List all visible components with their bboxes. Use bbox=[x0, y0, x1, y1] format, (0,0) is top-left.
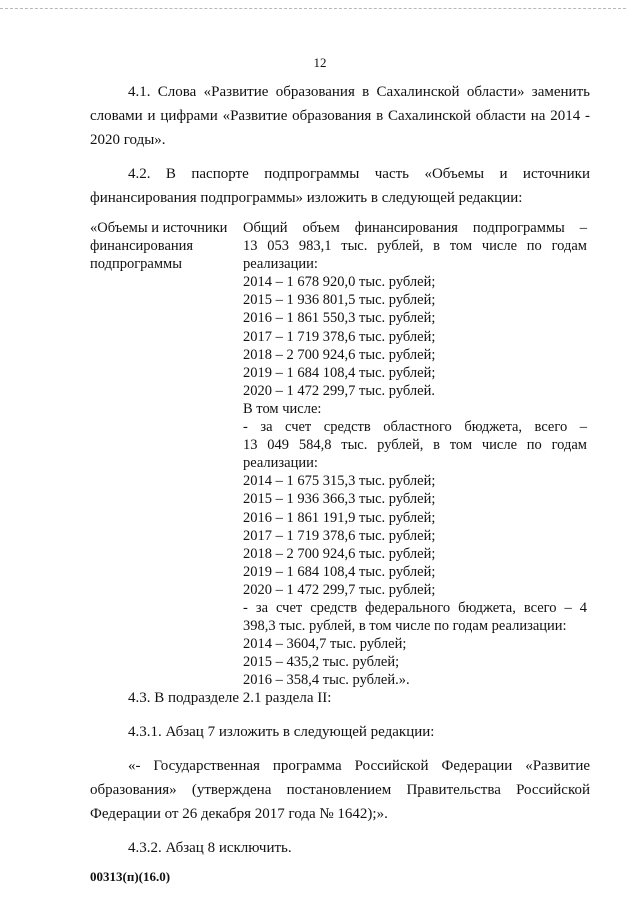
funding-line: - за счет средств федерального бюджета, всего – 4 bbox=[243, 599, 587, 616]
funding-line: - за счет средств областного бюджета, всего – bbox=[243, 419, 587, 436]
paragraph-4-2: 4.2. В паспорте подпрограммы часть «Объемы и источники финансирования подпрограммы» изложить в следующей редакции: bbox=[90, 166, 590, 206]
funding-line: 2020 – 1 472 299,7 тыс. рублей. bbox=[243, 382, 435, 399]
funding-line: 2017 – 1 719 378,6 тыс. рублей; bbox=[243, 527, 436, 544]
passport-content-cell bbox=[243, 219, 587, 689]
top-paragraphs bbox=[90, 80, 590, 210]
paragraph-4-3-2: 4.3.2. Абзац 8 исключить. bbox=[128, 840, 292, 856]
bottom-paragraphs bbox=[90, 686, 590, 860]
funding-line: 2016 – 1 861 191,9 тыс. рублей; bbox=[243, 509, 436, 526]
funding-line: 2015 – 1 936 366,3 тыс. рублей; bbox=[243, 491, 436, 508]
funding-line: 2018 – 2 700 924,6 тыс. рублей; bbox=[243, 346, 436, 363]
paragraph-quote: «- Государственная программа Российской Федерации «Развитие образования» (утверждена постановлением Правительства Российской Федерации от 26 декабря 2017 года № 1642);». bbox=[90, 758, 590, 822]
funding-line: 2020 – 1 472 299,7 тыс. рублей; bbox=[243, 581, 436, 598]
funding-line: 2019 – 1 684 108,4 тыс. рублей; bbox=[243, 364, 436, 381]
funding-line: 13 049 584,8 тыс. рублей, в том числе по годам bbox=[243, 437, 587, 454]
passport-label-cell bbox=[90, 219, 240, 273]
funding-line: 2015 – 435,2 тыс. рублей; bbox=[243, 654, 400, 671]
funding-line: реализации: bbox=[243, 455, 318, 472]
funding-line: 2016 – 1 861 550,3 тыс. рублей; bbox=[243, 310, 436, 327]
scan-edge-line bbox=[0, 8, 626, 9]
funding-line: 2014 – 1 675 315,3 тыс. рублей; bbox=[243, 473, 436, 490]
paragraph-4-1: 4.1. Слова «Развитие образования в Сахалинской области» заменить словами и цифрами «Развитие образования в Сахалинской области на 2014 - 2020 годы». bbox=[90, 84, 590, 148]
funding-line: 2015 – 1 936 801,5 тыс. рублей; bbox=[243, 292, 436, 309]
funding-line: 398,3 тыс. рублей, в том числе по годам реализации: bbox=[243, 618, 567, 635]
passport-label-line: финансирования bbox=[90, 238, 194, 255]
funding-line: 2016 – 358,4 тыс. рублей.». bbox=[243, 672, 410, 689]
paragraph-4-3: 4.3. В подразделе 2.1 раздела II: bbox=[128, 690, 332, 706]
funding-line: реализации: bbox=[243, 256, 318, 273]
page-number: 12 bbox=[313, 55, 327, 70]
document-code: 00313(п)(16.0) bbox=[90, 869, 171, 884]
passport-label-line: «Объемы и источники bbox=[90, 220, 228, 236]
funding-line: 2014 – 3604,7 тыс. рублей; bbox=[243, 636, 407, 653]
passport-label-line: подпрограммы bbox=[90, 256, 182, 273]
funding-line: 2018 – 2 700 924,6 тыс. рублей; bbox=[243, 545, 436, 562]
paragraph-4-3-1: 4.3.1. Абзац 7 изложить в следующей редакции: bbox=[128, 724, 435, 740]
funding-line: 2014 – 1 678 920,0 тыс. рублей; bbox=[243, 274, 436, 291]
funding-line: 13 053 983,1 тыс. рублей, в том числе по годам bbox=[243, 238, 587, 255]
funding-line: 2017 – 1 719 378,6 тыс. рублей; bbox=[243, 328, 436, 345]
funding-line: В том числе: bbox=[243, 400, 322, 417]
funding-line: Общий объем финансирования подпрограммы – bbox=[243, 220, 587, 236]
funding-line: 2019 – 1 684 108,4 тыс. рублей; bbox=[243, 563, 436, 580]
